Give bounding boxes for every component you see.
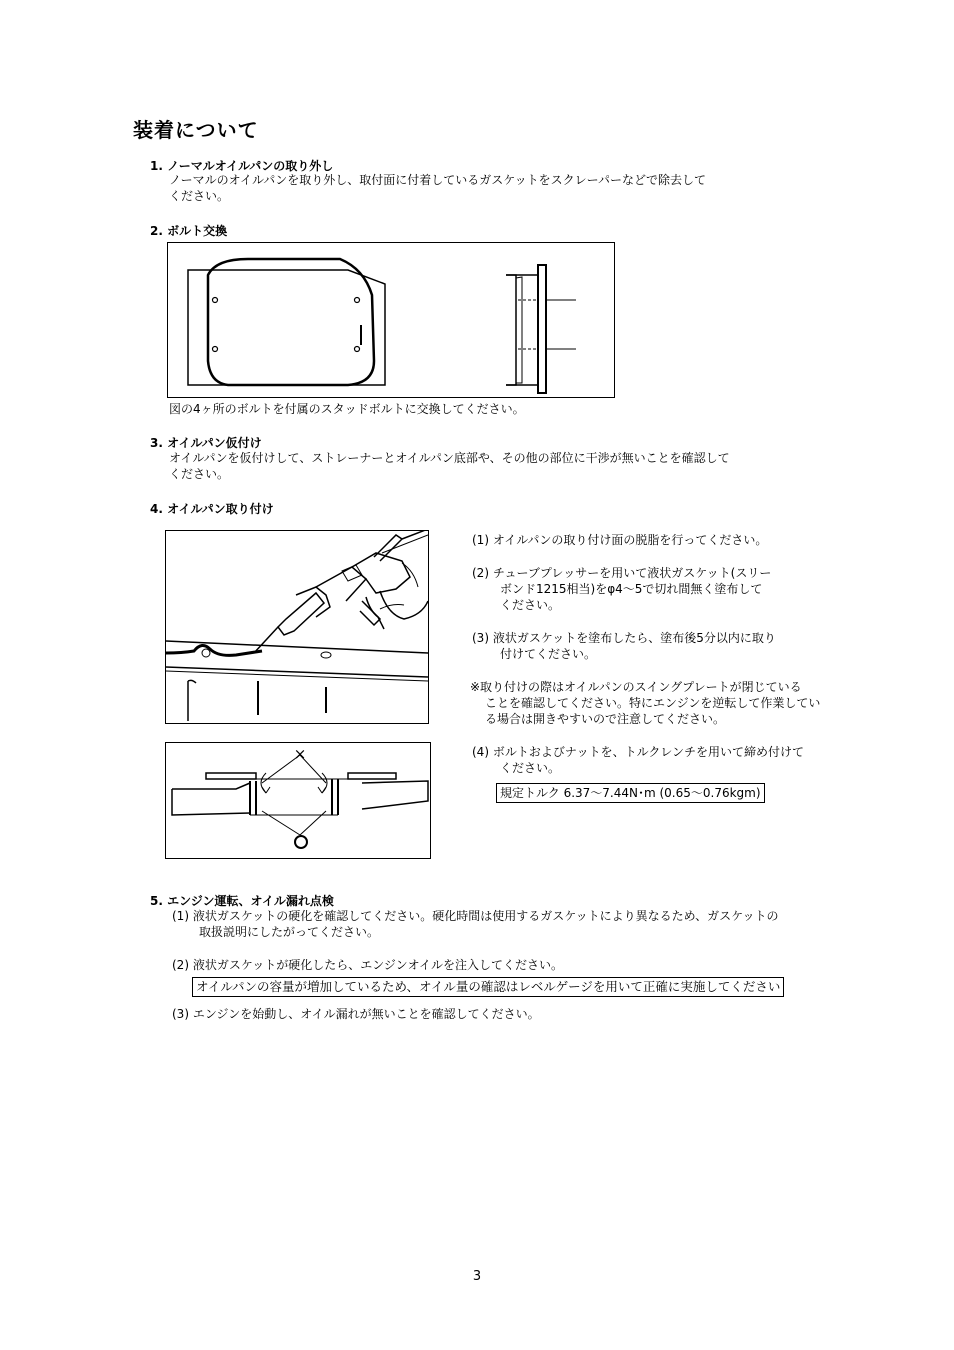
- oil-capacity-notice: オイルパンの容量が増加しているため、オイル量の確認はレベルゲージを用いて正確に実施してください: [192, 977, 784, 997]
- page-number: 3: [472, 1269, 482, 1284]
- section-1-body-line-1: ノーマルのオイルパンを取り外し、取付面に付着しているガスケットをスクレーパーなどで除去して: [169, 173, 707, 187]
- step-4-4-line-2: ください。: [500, 761, 561, 775]
- bad-mark: ×: [293, 745, 307, 763]
- note-line-2: ことを確認してください。特にエンジンを逆転して作業してい: [485, 696, 821, 710]
- bolt-diagram-drawing: [168, 243, 614, 397]
- bolt-diagram: [167, 242, 615, 398]
- gasket-gun-drawing: [166, 531, 428, 723]
- step-4-3-line-2: 付けてください。: [500, 647, 597, 661]
- step-4-2-line-3: ください。: [500, 598, 561, 612]
- step-4-4-line-1: (4) ボルトおよびナットを、トルクレンチを用いて締め付けて: [472, 745, 805, 759]
- section-3-body-line-2: ください。: [169, 467, 230, 481]
- torque-spec-box: 規定トルク 6.37～7.44N･m (0.65～0.76kgm): [496, 783, 765, 803]
- step-4-2-line-2: ボンド1215相当)をφ4～5で切れ間無く塗布して: [500, 582, 763, 596]
- section-1-heading: 1. ノーマルオイルパンの取り外し: [150, 159, 334, 173]
- gasket-application-illustration: [165, 530, 429, 724]
- section-1-body-line-2: ください。: [169, 189, 230, 203]
- note-line-3: る場合は開きやすいので注意してください。: [485, 712, 726, 726]
- step-4-2-line-1: (2) チューブプレッサーを用いて液状ガスケット(スリー: [472, 566, 772, 580]
- step-5-1-line-2: 取扱説明にしたがってください。: [199, 925, 380, 939]
- section-2-caption: 図の4ヶ所のボルトを付属のスタッドボルトに交換してください。: [169, 402, 525, 416]
- good-mark: [295, 836, 307, 848]
- step-4-1: (1) オイルパンの取り付け面の脱脂を行ってください。: [472, 533, 768, 547]
- step-5-2: (2) 液状ガスケットが硬化したら、エンジンオイルを注入してください。: [172, 958, 564, 972]
- section-5-heading: 5. エンジン運転、オイル漏れ点検: [150, 894, 334, 908]
- step-5-3: (3) エンジンを始動し、オイル漏れが無いことを確認してください。: [172, 1007, 540, 1021]
- step-4-3-line-1: (3) 液状ガスケットを塗布したら、塗布後5分以内に取り: [472, 631, 776, 645]
- section-4-heading: 4. オイルパン取り付け: [150, 502, 274, 516]
- swing-plate-drawing: [166, 743, 430, 858]
- section-2-heading: 2. ボルト交換: [150, 224, 228, 238]
- note-line-1: ※取り付けの際はオイルパンのスイングプレートが閉じている: [470, 680, 802, 694]
- step-5-1-line-1: (1) 液状ガスケットの硬化を確認してください。硬化時間は使用するガスケットにより異なるため、ガスケットの: [172, 909, 779, 923]
- swing-plate-diagram: [165, 742, 431, 859]
- section-3-body-line-1: オイルパンを仮付けして、ストレーナーとオイルパン底部や、その他の部位に干渉が無いことを確認して: [169, 451, 730, 465]
- section-3-heading: 3. オイルパン仮付け: [150, 436, 262, 450]
- page-title: 装着について: [133, 118, 259, 142]
